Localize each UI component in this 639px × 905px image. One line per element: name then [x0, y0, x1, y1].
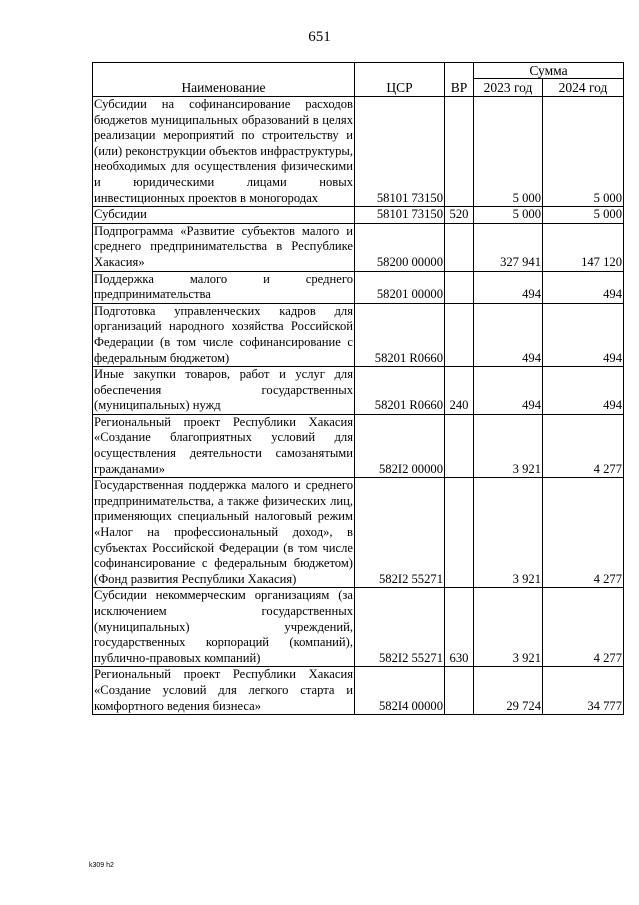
row-csr: 58201 R0660: [355, 367, 445, 415]
table-row: [93, 667, 624, 715]
row-sum-2023: 494: [474, 303, 543, 366]
row-name: Региональный проект Республики Хакасия «Создание благоприятных условий для осуществления деятельности самозанятыми гражданами»: [93, 414, 355, 477]
row-sum-2023: 5 000: [474, 97, 543, 207]
header-row-top: [93, 63, 624, 79]
header-year-2023: 2023 год: [474, 79, 543, 97]
header-year-2024: 2024 год: [543, 79, 624, 97]
row-sum-2023: 5 000: [474, 207, 543, 224]
header-sum: Сумма: [474, 63, 624, 79]
table-row: [93, 588, 624, 667]
row-sum-2024: 4 277: [543, 588, 624, 667]
row-csr: 58200 00000: [355, 223, 445, 271]
row-sum-2024: 494: [543, 271, 624, 303]
row-sum-2024: 5 000: [543, 97, 624, 207]
table-row: [93, 97, 624, 207]
row-name: Субсидии некоммерческим организациям (за исключением государственных (муниципальных) учреждений, государственных корпораций (компаний), публично-правовых компаний): [93, 588, 355, 667]
row-csr: 582I2 55271: [355, 478, 445, 588]
header-vr: ВР: [445, 63, 474, 97]
row-sum-2024: 494: [543, 303, 624, 366]
table-row: [93, 303, 624, 366]
row-sum-2024: 5 000: [543, 207, 624, 224]
row-vr: 630: [445, 588, 474, 667]
row-sum-2024: 4 277: [543, 414, 624, 477]
table-row: [93, 414, 624, 477]
row-csr: 582I4 00000: [355, 667, 445, 715]
row-name: Иные закупки товаров, работ и услуг для обеспечения государственных (муниципальных) нужд: [93, 367, 355, 415]
row-csr: 58201 R0660: [355, 303, 445, 366]
row-sum-2023: 29 724: [474, 667, 543, 715]
row-vr: [445, 478, 474, 588]
row-vr: [445, 303, 474, 366]
row-sum-2023: 3 921: [474, 478, 543, 588]
row-sum-2024: 494: [543, 367, 624, 415]
row-vr: [445, 271, 474, 303]
row-vr: [445, 223, 474, 271]
row-name: Подготовка управленческих кадров для организаций народного хозяйства Российской Федерации (в том числе софинансирование с федеральным бюджетом): [93, 303, 355, 366]
row-csr: 58101 73150: [355, 207, 445, 224]
budget-table: [92, 62, 624, 715]
header-csr: ЦСР: [355, 63, 445, 97]
header-name: Наименование: [93, 63, 355, 97]
row-sum-2023: 327 941: [474, 223, 543, 271]
table-row: [93, 271, 624, 303]
row-csr: 582I2 55271: [355, 588, 445, 667]
row-vr: [445, 97, 474, 207]
row-name: Региональный проект Республики Хакасия «Создание условий для легкого старта и комфортного ведения бизнеса»: [93, 667, 355, 715]
row-sum-2023: 3 921: [474, 414, 543, 477]
table-row: [93, 207, 624, 224]
row-sum-2024: 34 777: [543, 667, 624, 715]
table-row: [93, 223, 624, 271]
row-sum-2023: 494: [474, 271, 543, 303]
row-sum-2023: 3 921: [474, 588, 543, 667]
row-csr: 58101 73150: [355, 97, 445, 207]
row-name: Субсидии: [93, 207, 355, 224]
row-csr: 582I2 00000: [355, 414, 445, 477]
row-csr: 58201 00000: [355, 271, 445, 303]
page-number: 651: [308, 29, 331, 45]
row-vr: 240: [445, 367, 474, 415]
footer-code: k309 h2: [89, 862, 114, 869]
table-row: [93, 478, 624, 588]
row-sum-2024: 4 277: [543, 478, 624, 588]
row-name: Подпрограмма «Развитие субъектов малого и среднего предпринимательства в Республике Хакасия»: [93, 223, 355, 271]
row-name: Государственная поддержка малого и среднего предпринимательства, а также физических лиц, применяющих специальный налоговый режим «Налог на профессиональный доход», в субъектах Российской Федерации (в том числе софинансирование с федеральным бюджетом) (Фонд развития Республики Хакасия): [93, 478, 355, 588]
row-sum-2023: 494: [474, 367, 543, 415]
row-name: Субсидии на софинансирование расходов бюджетов муниципальных образований в целях реализации мероприятий по строительству и (или) реконструкции объектов инфраструктуры, необходимых для осуществления физическими и юридическими лицами новых инвестиционных проектов в моногородах: [93, 97, 355, 207]
table-row: [93, 367, 624, 415]
row-sum-2024: 147 120: [543, 223, 624, 271]
row-vr: [445, 414, 474, 477]
row-name: Поддержка малого и среднего предпринимательства: [93, 271, 355, 303]
row-vr: [445, 667, 474, 715]
row-vr: 520: [445, 207, 474, 224]
